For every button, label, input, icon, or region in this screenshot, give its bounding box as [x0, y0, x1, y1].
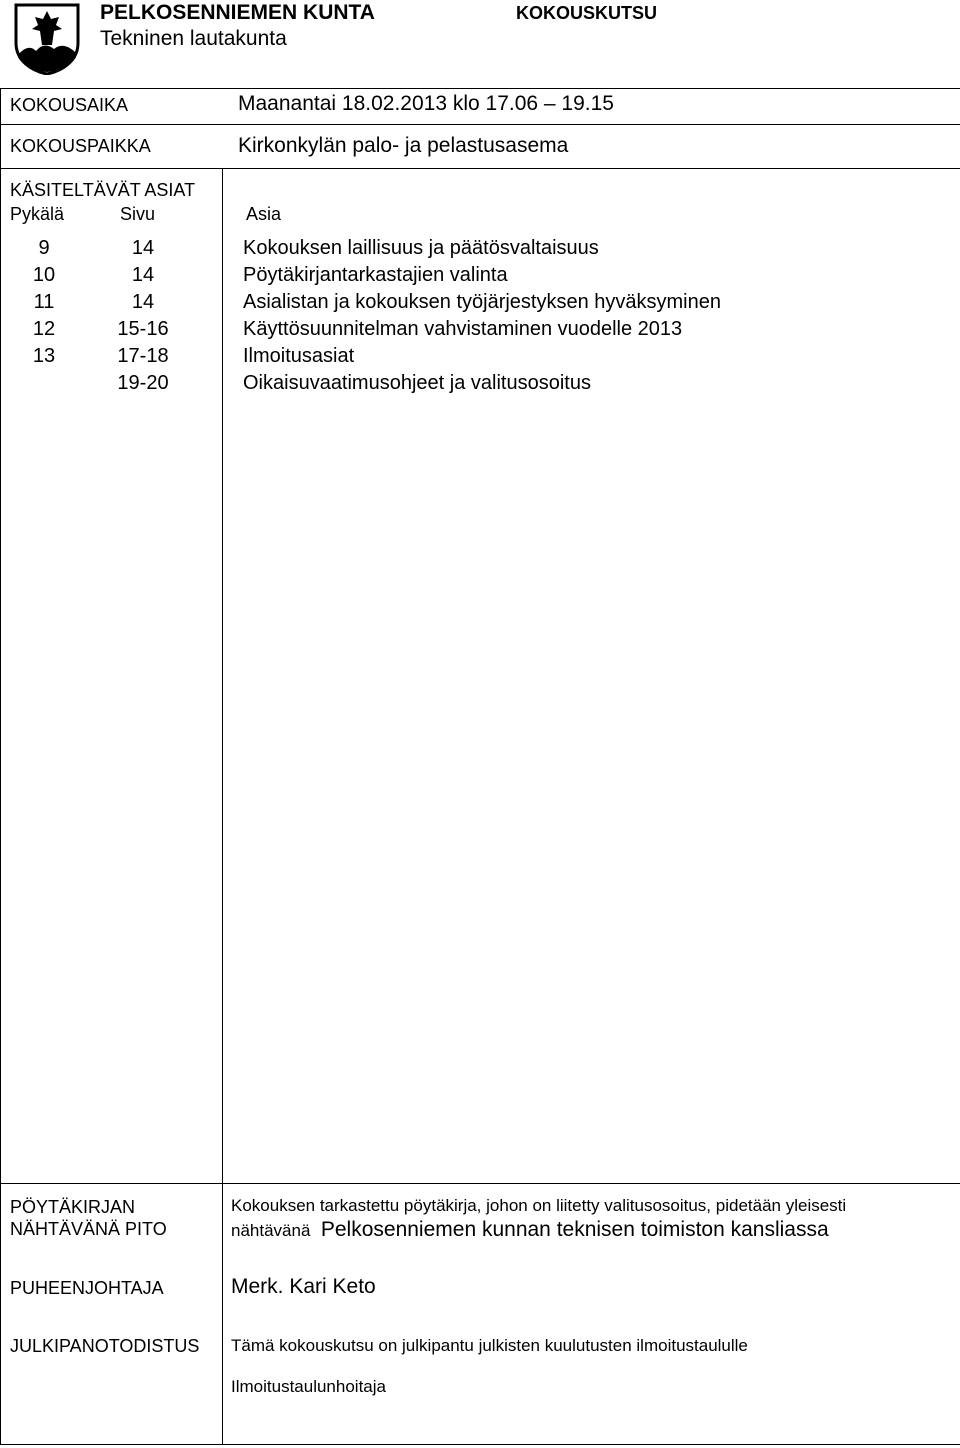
divider — [0, 88, 960, 89]
divider — [0, 168, 960, 169]
agenda-topic: Asialistan ja kokouksen työjärjestyksen hyväksyminen — [243, 291, 721, 313]
column-section-header: Pykälä — [10, 204, 65, 224]
agenda-section: 12 — [32, 318, 56, 340]
agenda-topic: Kokouksen laillisuus ja päätösvaltaisuus — [243, 237, 599, 259]
agenda-page: 14 — [131, 291, 155, 313]
meeting-place-value: Kirkonkylän palo- ja pelastusasema — [238, 134, 569, 157]
agenda-page: 17-18 — [117, 345, 169, 367]
agenda-topic: Käyttösuunnitelman vahvistaminen vuodelle 2013 — [243, 318, 683, 340]
municipality-crest-icon — [14, 3, 80, 75]
document-type: KOKOUSKUTSU — [516, 3, 658, 23]
notice-label: JULKIPANOTODISTUS — [10, 1336, 200, 1356]
divider — [0, 124, 960, 125]
column-topic-header: Asia — [246, 204, 282, 224]
agenda-topic: Ilmoitusasiat — [243, 345, 355, 367]
meeting-place-label: KOKOUSPAIKKA — [10, 136, 151, 156]
agenda-topic: Pöytäkirjantarkastajien valinta — [243, 264, 508, 286]
minutes-label-line2: NÄHTÄVÄNÄ PITO — [10, 1219, 167, 1239]
chair-label: PUHEENJOHTAJA — [10, 1278, 164, 1298]
minutes-text-line1: Kokouksen tarkastettu pöytäkirja, johon on liitetty valitusosoitus, pidetään yleisesti — [231, 1196, 847, 1215]
agenda-page: 15-16 — [117, 318, 169, 340]
meeting-time-label: KOKOUSAIKA — [10, 95, 129, 115]
agenda-section: 9 — [38, 237, 50, 259]
column-divider — [222, 168, 223, 1445]
agenda-topic: Oikaisuvaatimusohjeet ja valitusosoitus — [243, 372, 591, 394]
agenda-title: KÄSITELTÄVÄT ASIAT — [10, 180, 196, 200]
agenda-page: 14 — [131, 264, 155, 286]
organization-name: PELKOSENNIEMEN KUNTA — [100, 1, 375, 24]
minutes-label-line1: PÖYTÄKIRJAN — [10, 1197, 136, 1217]
department-name: Tekninen lautakunta — [100, 27, 287, 50]
meeting-time-value: Maanantai 18.02.2013 klo 17.06 – 19.15 — [238, 92, 614, 115]
minutes-text-prefix: nähtävänä — [231, 1221, 311, 1240]
divider — [0, 1444, 960, 1445]
agenda-section: 13 — [32, 345, 56, 367]
chair-name: Merk. Kari Keto — [231, 1275, 376, 1298]
divider — [0, 1183, 960, 1184]
column-page-header: Sivu — [120, 204, 156, 224]
notice-text: Tämä kokouskutsu on julkipantu julkisten kuulutusten ilmoitustaululle — [231, 1336, 748, 1355]
frame-left — [0, 88, 1, 1445]
agenda-page: 14 — [131, 237, 155, 259]
notice-signer: Ilmoitustaulunhoitaja — [231, 1377, 386, 1396]
agenda-page: 19-20 — [117, 372, 169, 394]
agenda-section: 11 — [33, 291, 55, 313]
minutes-location: Pelkosenniemen kunnan teknisen toimiston kansliassa — [320, 1218, 829, 1241]
minutes-text-line2 — [231, 1218, 829, 1242]
agenda-section: 10 — [32, 264, 56, 286]
